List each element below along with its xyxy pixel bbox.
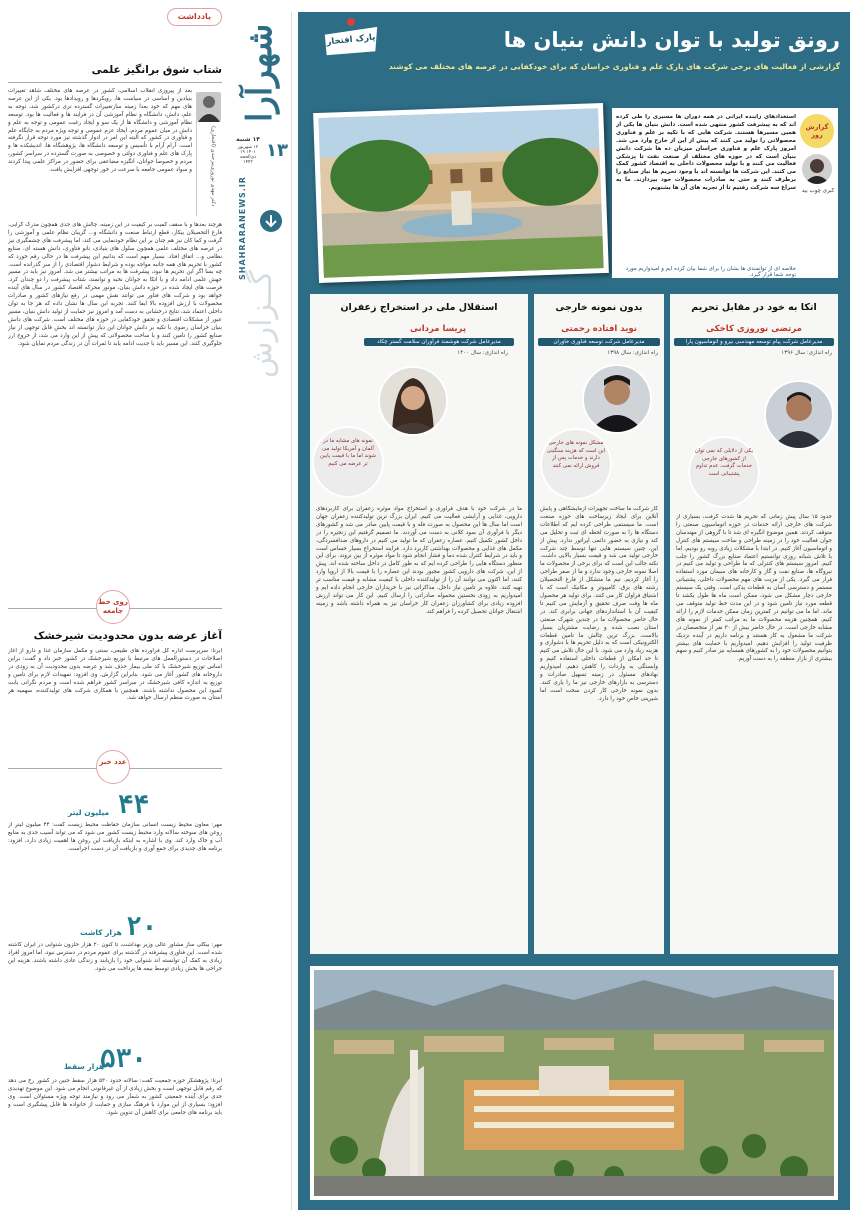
reporter-name: کبری چوب بید	[801, 188, 835, 194]
main-headline[interactable]: رونق تولید با توان دانش بنیان ها	[503, 28, 840, 52]
park-photo	[318, 108, 603, 278]
news-headline[interactable]: آغاز عرضه بدون محدودیت شیرخشک	[33, 630, 222, 642]
stat-text: ایرنا: پژوهشگر حوزه جمعیت گفت: سالانه حدود ۵۳۰ هزار سقط جنین در کشور رخ می دهد که رقم قابل توجهی است و بخش زیادی از آن غیرقانونی انجام می شود. این موضوع تهدیدی جدی برای آینده جمعیتی کشور به شمار می رود و نیازمند توجه ویژه مسئولان است. وی افزود: بسیاری از این موارد با فرهنگ سازی و حمایت از خانواده ها قابل پیشگیری است و باید برنامه های جامعی برای کاهش آن تدوین شود.	[8, 1078, 222, 1116]
person-name: مرتضی نوروزی کاخکی	[706, 324, 802, 334]
left-column	[8, 8, 222, 1212]
opinion-tag: یادداشت	[167, 8, 222, 26]
stat-value: ۴۴	[118, 790, 150, 820]
aerial-photo-frame	[310, 966, 838, 1200]
article1-paragraph: هرچند بعدها و با سقف کمیت بر کیفیت در این زمینه، چالش های جدی همچون مدرک گرایی، فارغ التحصیلان بیکار، قطع ارتباط صنعت و دانشگاه و... گریبان نظام علمی و آموزشی را گرفت و کما کان نیز هم چنان بر این نظام خودنمایی می کند، اما پیشرفت های چشمگیری نیز در عرصه های مختلف علمی همچون سلول های بنیادی، نانو فناوری، دانش هسته ای، صنایع نظامی و... اتفاق افتاد. بسیار مهم است که بدانیم این پیشرفت ها در حالی رقم خورد که کشور با تحریم های همه جانبه مواجه بوده و شرایط دشوار اقتصادی را از سر گذرانده است. چه بسا اگر این تحریم ها نبود، پیشرفت ها به مراتب بیشتر می شد. امروز نیز باید در مسیر جهش علمی ادامه داد و با اتکا به جوانان نخبه و توانمند، شتاب پیشرفت را دو چندان کرد. فرصت های ایجاد شده در حوزه دانش بنیان، موتور محرکه اقتصاد کشور در سال های آینده خواهد بود و شرکت های فناور می توانند نقش مهمی در رفع نیازهای کشور و صادرات محصولات با ارزش افزوده بالا ایفا کنند. تجربه این سال ها نشان داده که هر جا به توان داخلی اعتماد شد، نتایج درخشانی به دست آمد و امروز نیز حمایت از تولید دانش بنیان، مسیر عبور از مشکلات اقتصادی و تحقق خودکفایی در حوزه های مختلف است. شرکت های دانش بنیان خراسان رضوی با تکیه بر دانش جوانان این دیار توانسته اند بخش قابل توجهی از نیاز صنایع کشور را تامین کنند و با ساخت محصولاتی که پیش از این وارد می شد، از خروج ارز جلوگیری کنند. این مسیر باید با جدیت ادامه یابد تا ثمرات آن در زندگی مردم نمایان شود.	[8, 222, 222, 347]
author-box	[196, 92, 222, 216]
column-interview-3	[310, 294, 528, 954]
interview-text: ما در شرکت خود با هدف فرآوری و استخراج مواد موثره زعفران برای کاربردهای دارویی، غذایی و آرایشی فعالیت می کنیم. ایران بزرگ ترین تولیدکننده زعفران جهان است اما سال ها این محصول به صورت فله و با قیمت پایین صادر می شد و کشورهای دیگر با فرآوری آن سود کلانی به دست می آوردند. ما تصمیم گرفتیم این زنجیره را در داخل کشور تکمیل کنیم. عصاره زعفران که ما تولید می کنیم در داروهای ضدافسردگی، مکمل های غذایی و محصولات بهداشتی کاربرد دارد. فرایند استخراج بسیار حساس است و باید در شرایط کنترل شده دما و فشار انجام شود تا مواد موثره از بین نروند. برای این منظور دستگاه هایی را طراحی کرده ایم که به طور کامل در داخل ساخته شده اند. پیش از این، شرکت های دارویی کشور مجبور بودند این عصاره را با قیمت بالا از اروپا وارد کنند، اما اکنون می توانند آن را از تولیدکننده داخلی با کیفیت مشابه و قیمت مناسب تر تهیه کنند. علاوه بر تامین نیاز داخل، مذاکراتی نیز با خریداران خارجی انجام داده ایم و امیدواریم به زودی نخستین محموله صادراتی را ارسال کنیم. این کار می تواند ارزش افزوده زیادی برای کشاورزان زعفران کار خراسان نیز به همراه داشته باشد و زمینه اشتغال جوانان تحصیل کرده را فراهم کند.	[316, 506, 522, 615]
subhead: گزارشی از فعالیت های برخی شرکت های پارک علم و فناوری خراسان که برای خودکفایی در عرصه های مختلف می کوشند	[388, 62, 840, 71]
person-role: مدیرعامل شرکت هوشمند فرآوران سلامت گستر چکاد	[364, 338, 514, 346]
pull-quote: یکی از دلایلی که نمی توان از کشورهای خارجی خدمات گرفت، عدم تداوم پشتیبانی است	[688, 436, 760, 508]
aerial-photo	[314, 970, 834, 1196]
pin-text: پارک افتخار	[326, 32, 376, 48]
interview-text: کار شرکت ما ساخت تجهیزات آزمایشگاهی و پایش آنلاین برای ایجاد زیرساخت های حوزه صنعت است. ما سیستمی طراحی کرده ایم که اطلاعات دستگاه ها را به صورت لحظه ای ثبت و تحلیل می کند و نیازی به حضور دائمی اپراتور ندارد. پیش از این، چنین سیستم هایی تنها توسط چند شرکت خارجی تولید می شد و قیمت بسیار بالایی داشت. نکته جالب این است که برای برخی از محصولات ما اصلا نمونه خارجی وجود ندارد و ما از صفر طراحی را آغاز کردیم. تیم ما متشکل از فارغ التحصیلان رشته های برق، کامپیوتر و مکانیک است که با اشتیاق فراوان کار می کنند. برای تولید هر محصول ماه ها وقت صرف تحقیق و آزمایش می کنیم تا کیفیت آن با استانداردهای جهانی برابری کند. در حال حاضر محصولات ما در چندین شهرک صنعتی استان نصب شده و رضایت مشتریان بسیار بالاست. بزرگ ترین چالش ما تامین قطعات الکترونیکی است که به دلیل تحریم ها با دشواری و هزینه زیاد وارد می شود. با این حال تلاش می کنیم تا حد امکان از قطعات داخلی استفاده کنیم و وابستگی به واردات را کاهش دهیم. امیدواریم نهادهای مسئول در زمینه تسهیل صادرات و دسترسی به بازارهای خارجی نیز ما را یاری کنند. بدون نمونه خارجی کار کردن سخت است اما شیرینی خاص خود را دارد.	[540, 506, 658, 702]
column-interview-1	[670, 294, 838, 954]
masthead-strip	[230, 12, 292, 1210]
arrow-down-icon	[260, 210, 282, 232]
person-portrait	[582, 364, 652, 434]
column-title[interactable]: بدون نمونه خارجی	[555, 302, 643, 313]
pull-quote: مشکل نمونه های خارجی این است که هزینه سنگینی دارند و خدمات پس از فروش ارائه نمی کنند	[540, 428, 612, 500]
stat-unit: هزار سقط	[64, 1062, 105, 1071]
person-role: مدیرعامل شرکت توسعه فناوری خاوران	[538, 338, 660, 346]
column-title[interactable]: استقلال ملی در استخراج زعفران	[340, 302, 498, 313]
author-photo	[197, 92, 221, 122]
founded-date: راه اندازی: سال ۱۳۹۶	[781, 350, 832, 356]
weekday: ۱۴ شنبه	[236, 136, 260, 143]
stat-value: ۲۰	[126, 912, 158, 942]
person-portrait	[764, 380, 834, 450]
person-name: پریسا مردانی	[409, 324, 467, 334]
stat-unit: هزار کاشت	[80, 928, 122, 937]
stat-text: مهر: بیگلی ساز مشاور عالی وزیر بهداشت، تا کنون ۲۰ هزار حلزون شنوایی در ایران کاشته شده است. این فناوری پیشرفته در گذشته برای عموم مردم در دسترس نبود، اما امروز افراد زیادی به کمک آن توانسته اند شنوایی خود را بازیابند و زندگی عادی داشته باشند. هزینه این جراحی ها بخش زیادی توسط بیمه ها پرداخت می شود.	[8, 942, 222, 972]
pin-label	[320, 16, 382, 62]
newspaper-logo[interactable]: شهرآرا	[240, 23, 280, 123]
person-portrait	[378, 366, 448, 436]
stat-value: ۵۳۰	[100, 1044, 147, 1074]
founded-date: راه اندازی: سال ۱۴۰۰	[457, 350, 508, 356]
date-line: ۱۲ شهریور ۱۴۰۱ ۱۹ ذی‌الحجه ۱۴۴۳	[237, 145, 259, 165]
column-title[interactable]: اتکا به خود در مقابل تحریم	[691, 302, 817, 313]
section-badge: روی خط جامعه	[96, 590, 130, 624]
report-badge: گزارش روز	[800, 114, 834, 148]
issue-date	[236, 136, 260, 172]
report-panel	[298, 12, 850, 1210]
person-role: مدیرعامل شرکت پیام توسعه مهندسی نیرو و اتوماسیون پارا	[674, 338, 834, 346]
news-body: ایرنا: سرپرست اداره کل فرآورده های طبیعی، سنتی و مکمل سازمان غذا و دارو از آغاز اصلاحات در دستورالعمل های مرتبط با توزیع شیرخشک در کشور خبر داد و گفت: براین اساس توزیع شیرخشک با کد ملی بیمار حذف شد و عرضه بدون محدودیت آن به زودی در داروخانه های کشور آغاز می شود. بنابراین گزارش، وی افزود: تمهیدات لازم برای تامین و توزیع به اندازه کافی شیرخشک در سراسر کشور فراهم شده است و مردم نگرانی بابت کمبود این محصول نداشته باشند. همچنین با همکاری شرکت های تولیدکننده، سهمیه هر استان به صورت منظم ارسال خواهد شد.	[8, 648, 222, 702]
founded-date: راه اندازی: سال ۱۳۹۸	[607, 350, 658, 356]
section-label: گــزارش	[244, 270, 279, 378]
divider	[8, 82, 222, 83]
person-name: نوید افتاده رحمتی	[561, 324, 637, 334]
intro-closing: خلاصه ای از توانمندی ها یشان را برای شما بیان کرده ایم و امیدواریم مورد توجه شما قرار گیرد.	[625, 266, 796, 278]
page-number: ۱۳	[266, 140, 288, 161]
website-link[interactable]: SHAHRARANEWS.IR	[238, 176, 247, 280]
opinion-headline[interactable]: شتاب شوق برانگیز علمی	[91, 64, 222, 76]
stat-unit: میلیون لیتر	[68, 808, 110, 817]
author-caption: دکتر مهدی نوروزی‌بیرجندی (افتخاری)	[210, 126, 216, 207]
interview-text: حدود ۱۵ سال پیش زمانی که تحریم ها شدت گرفت، بسیاری از شرکت های خارجی ارائه خدمات در حوزه اتوماسیون صنعتی را متوقف کردند. همین موضوع انگیزه ای شد تا با گروهی از مهندسان جوان فعالیت خود را در زمینه طراحی و ساخت سیستم های کنترل و اتوماسیون آغاز کنیم. در ابتدا با مشکلات زیادی روبه رو بودیم، اما با تلاش شبانه روزی توانستیم اعتماد صنایع بزرگ کشور را جلب کنیم. امروز سیستم های کنترلی که ما طراحی و تولید می کنیم در نیروگاه ها، صنایع نفت و گاز و کارخانه های سیمان مورد استفاده قرار می گیرد. یکی از مزیت های مهم محصولات داخلی، پشتیبانی مستمر و دسترسی آسان به قطعات یدکی است. وقتی یک سیستم خارجی دچار مشکل می شود، ممکن است ماه ها طول بکشد تا قطعه مورد نیاز تامین شود و در این مدت خط تولید متوقف می ماند. اما ما می توانیم در کمترین زمان ممکن خدمات لازم را ارائه کنیم. همچنین هزینه محصولات ما به مراتب کمتر از نمونه های مشابه خارجی است. در حال حاضر بیش از ۳۰ نفر از متخصصان در شرکت ما مشغول به کار هستند و برنامه داریم در آینده نزدیک ظرفیت تولید را افزایش دهیم. امیدواریم با حمایت های بیشتر بتوانیم محصولات خود را به کشورهای همسایه نیز صادر کنیم و سهم بیشتری از بازار منطقه را به دست آوریم.	[676, 514, 832, 663]
intro-text: استعدادهای زاینده ایرانی در همه دوران ها مسیری را طی کرده اند که به پیشرفت کشور منتهی شده است. دانش بنیان ها یکی از همین مسیرها هستند. شرکت هایی که با تکیه بر علم و فناوری محصولاتی را تولید می کنند که پیش از این از خارج وارد می شد. امروز پارک علم و فناوری خراسان میزبان ده ها شرکت دانش بنیان است که در حوزه های مختلف از صنعت نفت تا پزشکی فعالیت می کنند و با تولید محصولات داخلی به اقتصاد کشور کمک می کنند. این شرکت ها توانسته اند با وجود تحریم ها نیاز صنایع را برطرف کنند و حتی به صادرات محصولات خود بپردازند. ما به سراغ سه شرکت رفتیم تا از تجربه های آن ها بشنویم.	[616, 114, 796, 192]
stat-text: مهر: معاون محیط زیست انسانی سازمان حفاظت محیط زیست گفت: ۴۴ میلیون لیتر از روغن های سوخته سالانه وارد محیط زیست کشور می شود که می تواند آسیب جدی به منابع آب و خاک وارد کند. وی با اشاره به اینکه بازیافت این روغن ها اهمیت زیادی دارد، افزود: برنامه های جدیدی برای جمع آوری و بازیافت آن در دست اجراست.	[8, 822, 222, 852]
article1-paragraph: بعد از پیروزی انقلاب اسلامی، کشور در عرصه های مختلف شاهد تغییرات بنیادین و اساسی در سیاست ها، رویکردها و رویدادها بود. یکی از این عرصه های مهم که خود بعدا زمینه سازتغییرات گسترده تری درکشور شد، توجه به علم، دانش، دانشگاه و نظام آموزشی آن در فرایند ها و فعالیت ها بود. توسعه نظام آموزشی و دانشگاه ها از یک سو و ایجاد رغبت عمومی و توجه به علم و دانش در میان عموم مردم، ایجاد عزم عمومی و توجه ویژه مردم به جایگاه علم و فناوری در کشور که البته این امر در ادوار گذشته نیز مورد توجه قرار نگرفته است. آرام آرام با تأسیس و توسعه دانشگاه ها، پژوهشگاه ها، اندیشکده ها و پارک های علم و فناوری دولتی و خصوصی به صورت گسترده در سراسر کشور، مردم و خصوصا جوانان، انگیزه مضاعفی برای حضور در مراکز علمی پیدا کردند و سواد عمومی جامعه با سرعت در خور توجهی افزایش یافت.	[8, 88, 192, 174]
column-interview-2	[534, 294, 664, 954]
pull-quote: نمونه های مشابه ما در آلمان و آمریکا تولید می شوند اما ما با قیمت پایین تر عرضه می کنیم	[312, 426, 384, 498]
intro-box	[612, 108, 838, 278]
numbers-badge: عدد خبر	[96, 750, 130, 784]
park-photo-frame	[313, 103, 609, 283]
reporter-avatar	[802, 154, 832, 184]
article1-top	[8, 88, 222, 222]
